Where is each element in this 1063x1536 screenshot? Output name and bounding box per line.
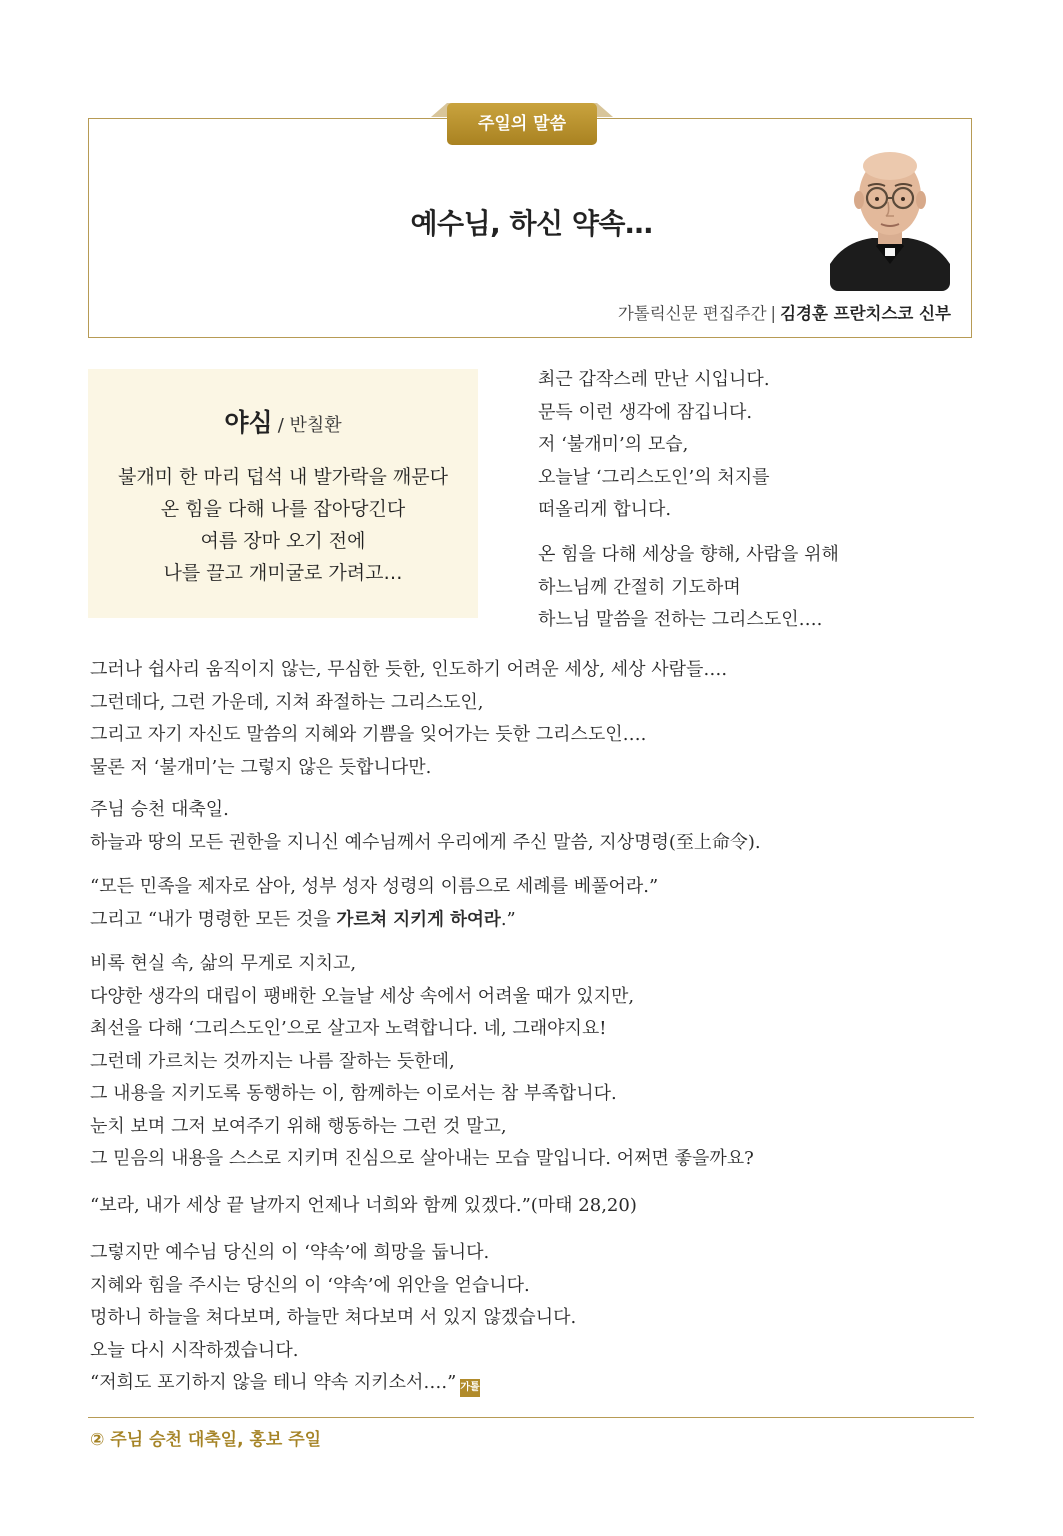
end-mark-icon: 가톨릭 xyxy=(460,1379,480,1397)
text-line: 주님 승천 대축일. xyxy=(90,799,229,820)
poem-heading xyxy=(88,403,478,439)
poem-title: 야심 xyxy=(224,408,273,437)
text-line: 문득 이런 생각에 잠깁니다. xyxy=(538,401,753,423)
byline-role: 가톨릭신문 편집주간 xyxy=(617,304,767,323)
text-line: 오늘 다시 시작하겠습니다. xyxy=(90,1339,299,1361)
text-line: 그리고 자기 자신도 말씀의 지혜와 기쁨을 잊어가는 듯한 그리스도인…. xyxy=(90,724,647,745)
text-line: 하느님 말씀을 전하는 그리스도인…. xyxy=(538,609,823,630)
text-line: 그런데 가르치는 것까지는 나름 잘하는 듯한데, xyxy=(90,1050,455,1072)
section-tab xyxy=(431,103,613,147)
text-line: 그 믿음의 내용을 스스로 지키며 진심으로 살아내는 모습 말입니다. 어쩌면 좋을까요? xyxy=(90,1148,754,1169)
author-portrait xyxy=(830,146,950,291)
emphasis-text: 가르쳐 지키게 하여라 xyxy=(336,909,501,930)
text-line: 멍하니 하늘을 쳐다보며, 하늘만 쳐다보며 서 있지 않겠습니다. xyxy=(90,1307,577,1328)
text-line: 하느님께 간절히 기도하며 xyxy=(538,576,741,598)
text-line: 지혜와 힘을 주시는 당신의 이 ‘약속’에 위안을 얻습니다. xyxy=(90,1274,530,1296)
byline-separator: | xyxy=(770,304,777,323)
poem-box xyxy=(88,369,478,618)
text-line: 온 힘을 다해 세상을 향해, 사람을 위해 xyxy=(538,544,839,565)
footer-divider xyxy=(88,1417,974,1418)
poem-line: 불개미 한 마리 덥석 내 발가락을 깨문다 xyxy=(118,466,448,488)
text-line: 물론 저 ‘불개미’는 그렇지 않은 듯합니다만. xyxy=(90,756,432,778)
text-line: 그 내용을 지키도록 동행하는 이, 함께하는 이로서는 참 부족합니다. xyxy=(90,1083,617,1104)
right-column-para1 xyxy=(538,364,770,527)
text-line: 저 ‘불개미’의 모습, xyxy=(538,434,689,455)
body-paragraph-5 xyxy=(90,1190,637,1223)
right-column-para2 xyxy=(538,539,839,637)
text-line: 그렇지만 예수님 당신의 이 ‘약속’에 희망을 둡니다. xyxy=(90,1242,490,1263)
body-paragraph-1 xyxy=(90,654,727,784)
text-line: 하늘과 땅의 모든 권한을 지니신 예수님께서 우리에게 주신 말씀, 지상명령(至上命令). xyxy=(90,831,761,853)
text-line xyxy=(90,1367,576,1400)
text-line: “보라, 내가 세상 끝 날까지 언제나 너희와 함께 있겠다.”(마태 28,20) xyxy=(90,1195,637,1216)
footer-page-label: ② 주님 승천 대축일, 홍보 주일 xyxy=(90,1430,322,1450)
poem-author: / 반칠환 xyxy=(277,415,342,436)
poem-line: 여름 장마 오기 전에 xyxy=(200,530,366,552)
text-span: .” xyxy=(500,908,516,930)
text-line: 눈치 보며 그저 보여주기 위해 행동하는 그런 것 말고, xyxy=(90,1115,507,1137)
poem-line: 나를 끌고 개미굴로 가려고… xyxy=(163,562,403,584)
text-line xyxy=(90,904,658,937)
byline xyxy=(618,300,951,324)
text-line: 최근 갑작스레 만난 시입니다. xyxy=(538,369,770,390)
text-line: 비록 현실 속, 삶의 무게로 지치고, xyxy=(90,953,357,974)
text-line: 떠올리게 합니다. xyxy=(538,499,672,520)
poem-lines xyxy=(88,461,478,589)
text-line: 그런데다, 그런 가운데, 지쳐 좌절하는 그리스도인, xyxy=(90,691,484,713)
body-paragraph-4 xyxy=(90,948,754,1176)
text-line: “모든 민족을 제자로 삼아, 성부 성자 성령의 이름으로 세례를 베풀어라.” xyxy=(90,876,659,897)
text-line: 다양한 생각의 대립이 팽배한 오늘날 세상 속에서 어려울 때가 있지만, xyxy=(90,985,635,1007)
text-line: 그러나 쉽사리 움직이지 않는, 무심한 듯한, 인도하기 어려운 세상, 세상 사람들…. xyxy=(90,659,728,680)
byline-name: 김경훈 프란치스코 신부 xyxy=(780,304,951,323)
body-paragraph-2 xyxy=(90,794,761,859)
poem-line: 온 힘을 다해 나를 잡아당긴다 xyxy=(160,498,406,520)
text-line: 오늘날 ‘그리스도인’의 처지를 xyxy=(538,466,770,488)
page-title: 예수님, 하신 약속… xyxy=(410,207,653,240)
text-span: 그리고 “내가 명령한 모든 것을 xyxy=(90,908,337,930)
body-paragraph-6 xyxy=(90,1237,576,1400)
section-tab-label: 주일의 말씀 xyxy=(477,114,567,134)
text-span: “저희도 포기하지 않을 테니 약속 지키소서….” xyxy=(90,1372,457,1393)
body-paragraph-3 xyxy=(90,871,658,936)
text-line: 최선을 다해 ‘그리스도인’으로 살고자 노력합니다. 네, 그래야지요! xyxy=(90,1018,607,1039)
